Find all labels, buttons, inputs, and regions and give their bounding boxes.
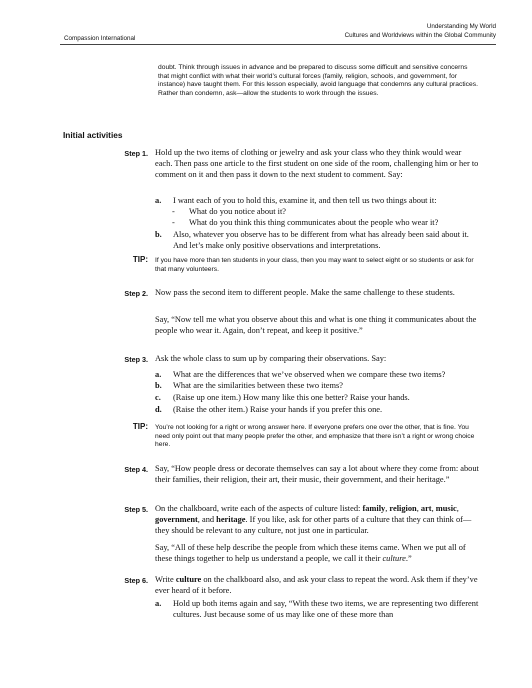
dash-marker: - [172, 218, 175, 227]
step-2-say: Say, “Now tell me what you observe about this and what is one thing it communicates about the people who wear it. Again, don’t repeat, and keep it positive.” [155, 315, 477, 335]
step-5-say-a: Say, “All of these help describe the people from which these items came. When we put all of these things together to help us understand a people, we call it their [155, 543, 466, 563]
step-6-item-a-text: Hold up both items again and say, “With these two items, we are representing two different cultures. Just because some of us may like one of these more than [173, 599, 479, 619]
step-6-text [155, 574, 480, 596]
dash-marker: - [172, 207, 175, 216]
keyword-heritage: heritage [216, 515, 246, 524]
step-2-label: Step 2. [124, 289, 148, 298]
step-3-item-b-marker: b. [155, 381, 162, 390]
step-2-text: Now pass the second item to different people. Make the same challenge to these students. [155, 288, 455, 297]
step-5-say [155, 542, 480, 564]
keyword-music: music [435, 504, 457, 513]
step-3-text: Ask the whole class to sum up by comparing their observations. Say: [155, 354, 387, 363]
step-5-label: Step 5. [124, 505, 148, 514]
step-6-item-a [155, 598, 480, 620]
tip-1-text: If you have more than ten students in your class, then you may want to select eight or so students or ask for that many volunteers. [155, 257, 474, 273]
header-rule [60, 44, 496, 45]
step-1-item-a-text: I want each of you to hold this, examine it, and then tell us two things about it: [173, 196, 437, 205]
step-3-item-d [155, 404, 480, 415]
keyword-culture-italic: culture [382, 554, 406, 563]
step-3-item-c-text: (Raise up one item.) How many like this one better? Raise your hands. [173, 393, 410, 402]
step-3-item-d-text: (Raise the other item.) Raise your hands if you prefer this one. [173, 405, 383, 414]
step-1-item-a [155, 195, 480, 206]
keyword-culture: culture [175, 575, 202, 584]
step-1-label: Step 1. [124, 149, 148, 158]
step-5-text: On the chalkboard, write each of the aspects of culture listed: family, religion, art, music, government, and heritage. If you like, ask for other parts of a culture that they can think of—they should be relevant to any culture, not just one in particular. [155, 504, 472, 535]
step-1-text: Hold up the two items of clothing or jewelry and ask your class who they think would wear each. Then pass one article to the first student on one side of the room, challenging him or her to comment on it and then pass it down to the next student to comment. Say: [155, 148, 479, 179]
step-6-text-a: Write [155, 575, 176, 584]
step-4-label: Step 4. [124, 465, 148, 474]
step-1-item-b [155, 229, 480, 251]
step-3-item-c-marker: c. [155, 393, 161, 402]
step-1-item-b-text: Also, whatever you observe has to be different from what has already been said about it. And let’s make only positive observations and interpretations. [173, 230, 469, 250]
keyword-government: government [155, 515, 198, 524]
step-1-dash-2-text: What do you think this thing communicates about the people who wear it? [189, 218, 439, 227]
step-6-item-a-marker: a. [155, 599, 162, 608]
tip-1-label: TIP: [132, 255, 148, 264]
step-1-item-a-marker: a. [155, 196, 162, 205]
step-1-dash-2 [172, 217, 472, 228]
step-5-text-a: On the chalkboard, write each of the aspects of culture listed: [155, 504, 363, 513]
step-3-item-a [155, 369, 480, 380]
header-document-title [345, 22, 496, 40]
intro-paragraph: doubt. Think through issues in advance and be prepared to discuss some difficult and sensitive concerns that might conflict with what their world’s cultural forces (family, religion, schools, and government, for instance) have taught them. For this lesson especially, avoid language that condemns any cultural practices. Rather than condemn, ask—allow the students to work through the issues. [158, 64, 478, 97]
keyword-religion: religion [389, 504, 417, 513]
section-title: Initial activities [63, 130, 123, 140]
tip-2-text: You’re not looking for a right or wrong answer here. If everyone prefers one over the other, that is fine. You need only point out that many people prefer the other, and emphasize that there isn’t a right or wrong choice here. [155, 424, 475, 449]
keyword-art: art [420, 504, 432, 513]
step-3-item-a-text: What are the differences that we’ve observed when we compare these two items? [173, 370, 446, 379]
header-title-line2: Cultures and Worldviews within the Global Community [344, 32, 496, 39]
header-title-line1: Understanding My World [426, 23, 496, 30]
step-3-label: Step 3. [124, 355, 148, 364]
step-5-say-b: .” [405, 554, 412, 563]
step-1-item-b-marker: b. [155, 230, 162, 239]
step-3-item-b [155, 380, 480, 391]
header-org-name: Compassion International [64, 35, 136, 42]
step-5-text-b: . If you like, ask for other parts of a culture that they can think of—they should be relevant to any culture, not just one in particular. [155, 515, 472, 535]
step-6-text-b: on the chalkboard also, and ask your class to repeat the word. Ask them if they’ve ever heard of it before. [155, 575, 478, 595]
step-1-dash-1-text: What do you notice about it? [189, 207, 286, 216]
step-3-item-a-marker: a. [155, 370, 162, 379]
step-6-label: Step 6. [124, 576, 148, 585]
step-3-item-c [155, 392, 480, 403]
step-4-text: Say, “How people dress or decorate themselves can say a lot about where they come from: about their families, their religion, their art, their music, their government, and their heritage.” [155, 464, 479, 484]
tip-2-label: TIP: [132, 422, 148, 431]
step-3-item-d-marker: d. [155, 405, 162, 414]
step-1-dash-1 [172, 206, 472, 217]
step-3-item-b-text: What are the similarities between these two items? [173, 381, 343, 390]
keyword-family: family [362, 504, 386, 513]
